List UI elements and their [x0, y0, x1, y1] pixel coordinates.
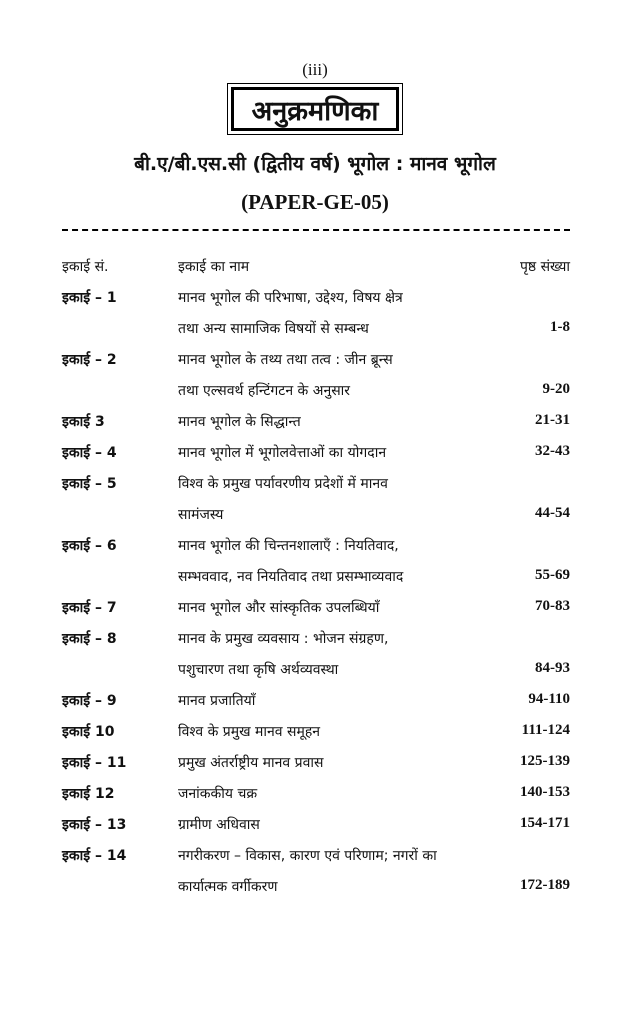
- unit-number: इकाई 10: [62, 724, 115, 740]
- page-range: 32-43: [535, 443, 570, 459]
- unit-title-line: सामंजस्य: [178, 507, 224, 523]
- unit-number: इकाई – 2: [62, 352, 117, 368]
- table-header: [62, 257, 570, 279]
- unit-number: इकाई – 6: [62, 538, 117, 554]
- page-range: 84-93: [535, 660, 570, 676]
- page-range: 111-124: [521, 722, 570, 738]
- unit-title-line: नगरीकरण – विकास, कारण एवं परिणाम; नगरों का: [178, 848, 437, 864]
- page-range: 1-8: [550, 319, 570, 335]
- unit-title-line: मानव भूगोल और सांस्कृतिक उपलब्धियाँ: [178, 600, 380, 616]
- page-range: 21-31: [535, 412, 570, 428]
- header-unit: इकाई सं.: [62, 259, 109, 275]
- unit-title-line: मानव भूगोल के सिद्धान्त: [178, 414, 301, 430]
- unit-title-line: मानव भूगोल की परिभाषा, उद्देश्य, विषय क्षेत्र: [178, 290, 403, 306]
- subtitle: बी.ए/बी.एस.सी (द्वितीय वर्ष) भूगोल : मानव भूगोल: [134, 153, 496, 175]
- unit-title-line: तथा एल्सवर्थ हन्टिंगटन के अनुसार: [178, 383, 351, 399]
- unit-title-line: मानव भूगोल में भूगोलवेत्ताओं का योगदान: [178, 445, 387, 461]
- contents-row: [62, 691, 570, 722]
- unit-number: इकाई – 7: [62, 600, 117, 616]
- contents-row: [62, 288, 570, 350]
- unit-number: इकाई – 11: [62, 755, 127, 771]
- unit-title-line: जनांककीय चक्र: [178, 786, 258, 802]
- page-range: 154-171: [520, 815, 570, 831]
- dashed-divider: [62, 229, 570, 231]
- contents-row: [62, 753, 570, 784]
- unit-title-line: मानव प्रजातियाँ: [178, 693, 256, 709]
- contents-row: [62, 722, 570, 753]
- page-range: 70-83: [535, 598, 570, 614]
- page-range: 55-69: [535, 567, 570, 583]
- contents-row: [62, 536, 570, 598]
- unit-number: इकाई – 8: [62, 631, 117, 647]
- unit-number: इकाई – 13: [62, 817, 127, 833]
- unit-title-line: मानव भूगोल की चिन्तनशालाएँ : नियतिवाद,: [178, 538, 399, 554]
- unit-title-line: कार्यात्मक वर्गीकरण: [178, 879, 278, 895]
- page-range: 172-189: [520, 877, 570, 893]
- unit-number: इकाई 12: [62, 786, 115, 802]
- page-range: 44-54: [535, 505, 570, 521]
- unit-title-line: पशुचारण तथा कृषि अर्थव्यवस्था: [178, 662, 339, 678]
- unit-title-line: विश्व के प्रमुख पर्यावरणीय प्रदेशों में मानव: [178, 476, 388, 492]
- page-range: 125-139: [520, 753, 570, 769]
- contents-row: [62, 443, 570, 474]
- contents-row: [62, 412, 570, 443]
- unit-number: इकाई – 5: [62, 476, 117, 492]
- unit-number: इकाई – 9: [62, 693, 117, 709]
- contents-row: [62, 350, 570, 412]
- unit-title-line: प्रमुख अंतर्राष्ट्रीय मानव प्रवास: [178, 755, 324, 771]
- contents-row: [62, 846, 570, 908]
- page-number: (iii): [302, 60, 328, 79]
- unit-number: इकाई – 14: [62, 848, 127, 864]
- unit-number: इकाई 3: [62, 414, 105, 430]
- paper-code: (PAPER-GE-05): [241, 190, 389, 214]
- contents-row: [62, 474, 570, 536]
- contents-row: [62, 598, 570, 629]
- contents-row: [62, 629, 570, 691]
- header-pages: पृष्ठ संख्या: [519, 259, 570, 275]
- unit-number: इकाई – 4: [62, 445, 117, 461]
- header-name: इकाई का नाम: [178, 259, 250, 275]
- unit-title-line: तथा अन्य सामाजिक विषयों से सम्बन्ध: [178, 321, 369, 337]
- unit-title-line: मानव के प्रमुख व्यवसाय : भोजन संग्रहण,: [178, 631, 389, 647]
- unit-title-line: मानव भूगोल के तथ्य तथा तत्व : जीन ब्रून्स: [178, 352, 393, 368]
- contents-row: [62, 784, 570, 815]
- unit-title-line: विश्व के प्रमुख मानव समूहन: [178, 724, 321, 740]
- page-range: 140-153: [520, 784, 570, 800]
- unit-title-line: सम्भववाद, नव नियतिवाद तथा प्रसम्भाव्यवाद: [178, 569, 404, 585]
- unit-title-line: ग्रामीण अधिवास: [178, 817, 260, 833]
- page-range: 94-110: [528, 691, 570, 707]
- page-range: 9-20: [542, 381, 570, 397]
- page-title: अनुक्रमणिका: [231, 87, 399, 131]
- unit-number: इकाई – 1: [62, 290, 117, 306]
- contents-row: [62, 815, 570, 846]
